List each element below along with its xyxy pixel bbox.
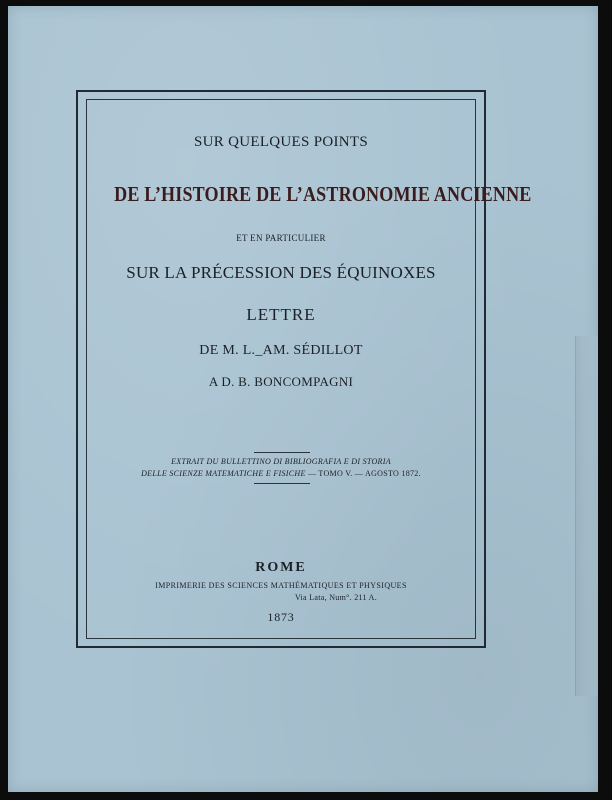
document-type: LETTRE [246,305,316,324]
extract-note-line-1: EXTRAIT DU BULLETTINO DI BIBLIOGRAFIA E DI STORIA [171,457,391,466]
title-frame [76,90,532,648]
heading-connector: ET EN PARTICULIER [236,233,326,243]
imprint-address: Via Lata, Num°. 211 A. [294,593,378,602]
imprint-city: ROME [255,560,307,575]
author-line: DE M. L._AM. SÉDILLOT [199,343,363,358]
heading-line-1: SUR QUELQUES POINTS [193,134,369,150]
extract-note-line-2 [87,469,475,478]
title-frame-inner [86,99,532,639]
main-title: DE L’HISTOIRE DE L’ASTRONOMIE ANCIENNE [114,182,532,206]
imprint-year: 1873 [267,610,295,624]
recipient-line: A D. B. BONCOMPAGNI [208,374,354,389]
extract-volume-info: — TOMO V. — AGOSTO 1872. [305,469,421,478]
subtitle: SUR LA PRÉCESSION DES ÉQUINOXES [126,263,436,282]
extract-journal-name: DELLE SCIENZE MATEMATICHE E FISICHE [141,469,306,478]
document-cover [8,6,598,792]
torn-page-edge [575,336,598,696]
divider-bottom [254,483,310,484]
imprint-printer: IMPRIMERIE DES SCIENCES MATHÉMATIQUES ET PHYSIQUES [155,581,407,590]
divider-top [254,452,310,453]
